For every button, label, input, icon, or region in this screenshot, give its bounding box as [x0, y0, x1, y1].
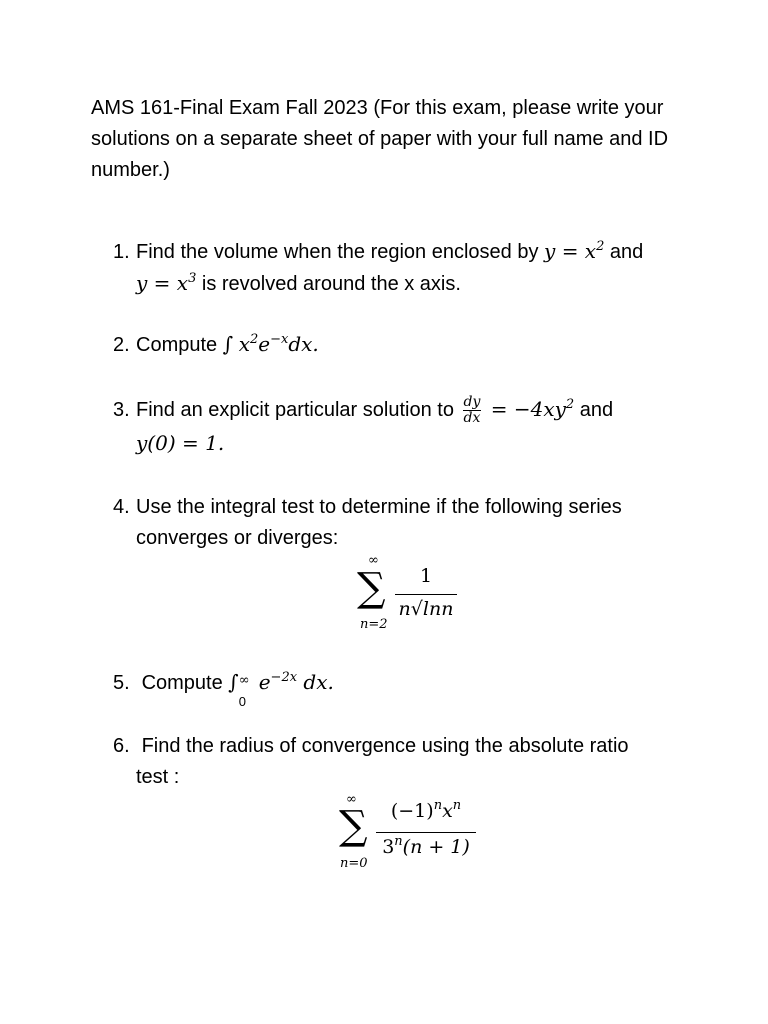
math-exponent: 3	[188, 271, 197, 286]
fraction-bar	[395, 594, 457, 595]
question-text: Use the integral test to determine if the following series	[136, 496, 622, 518]
question-4-line-1	[113, 492, 673, 523]
math-expression: dx.	[297, 670, 334, 694]
question-1-line-1	[113, 236, 673, 268]
derivative-fraction	[463, 395, 482, 426]
question-text: converges or diverges:	[136, 527, 339, 549]
sigma-symbol: ∑	[357, 565, 386, 611]
integral-sign: ∫	[228, 670, 239, 694]
question-1	[113, 236, 673, 300]
sum-lower-limit: n=2	[360, 617, 388, 632]
question-number: 1.	[113, 241, 130, 263]
question-number: 5.	[113, 672, 130, 694]
fraction-numerator: 1	[419, 565, 433, 587]
fraction-denominator: dx	[463, 410, 481, 427]
integral-sign: ∫	[222, 332, 234, 356]
question-text: Compute	[136, 334, 223, 356]
sigma-symbol: ∑	[339, 803, 368, 849]
question-text: Find an explicit particular solution to	[136, 399, 460, 421]
fraction-numerator: $(-1)^nx^n$	[390, 798, 462, 822]
question-6-line-2	[113, 762, 673, 793]
integral-limits	[238, 672, 259, 709]
question-text: and	[574, 399, 614, 421]
math-exponent: −x	[270, 332, 289, 347]
math-expression: = −4xy	[484, 397, 566, 421]
math-exponent: 2	[565, 397, 575, 412]
math-expression: y = x	[544, 239, 597, 263]
math-exponent: −2x	[270, 670, 298, 685]
question-number: 6.	[113, 735, 130, 757]
question-3-line-1	[113, 394, 673, 426]
question-5	[113, 667, 673, 709]
question-3	[113, 394, 673, 460]
sum-upper-limit: ∞	[346, 792, 357, 807]
question-4	[113, 492, 673, 554]
question-number: 2.	[113, 334, 130, 356]
integral-upper-limit: ∞	[238, 672, 250, 688]
question-3-line-2	[113, 428, 673, 460]
math-exponent: 2	[596, 239, 605, 254]
question-4-line-2	[113, 523, 673, 554]
fraction-denominator: $3^n(n + 1)$	[382, 834, 470, 858]
fraction-denominator: n√lnn	[398, 598, 454, 620]
math-expression: x	[238, 332, 250, 356]
question-text: and	[604, 241, 644, 263]
math-expression: y(0) = 1.	[136, 431, 225, 456]
question-text: Find the volume when the region enclosed by	[136, 241, 545, 263]
question-text: test :	[136, 766, 180, 788]
math-exponent: 2	[249, 332, 259, 347]
question-1-line-2	[113, 268, 673, 300]
question-text: Find the radius of convergence using the absolute ratio	[141, 735, 629, 757]
question-2	[113, 329, 673, 361]
question-6-line-1	[113, 731, 673, 762]
math-expression: y = x	[136, 271, 189, 295]
question-number: 4.	[113, 496, 130, 518]
question-text: is revolved around the x axis.	[196, 273, 461, 295]
math-expression: e	[258, 332, 271, 356]
sum-lower-limit: n=0	[340, 856, 368, 871]
sum-upper-limit: ∞	[368, 553, 379, 568]
fraction-bar	[376, 832, 476, 833]
exam-header: AMS 161-Final Exam Fall 2023 (For this exam, please write your solutions on a separate sheet of paper with your full name and ID number.)	[91, 97, 669, 181]
question-number: 3.	[113, 399, 130, 421]
fraction-numerator: dy	[463, 394, 481, 411]
question-text: Compute	[141, 672, 229, 694]
math-expression: e	[258, 670, 271, 694]
math-expression: dx.	[288, 332, 319, 356]
question-6	[113, 731, 673, 793]
integral-lower-limit: 0	[238, 693, 246, 709]
